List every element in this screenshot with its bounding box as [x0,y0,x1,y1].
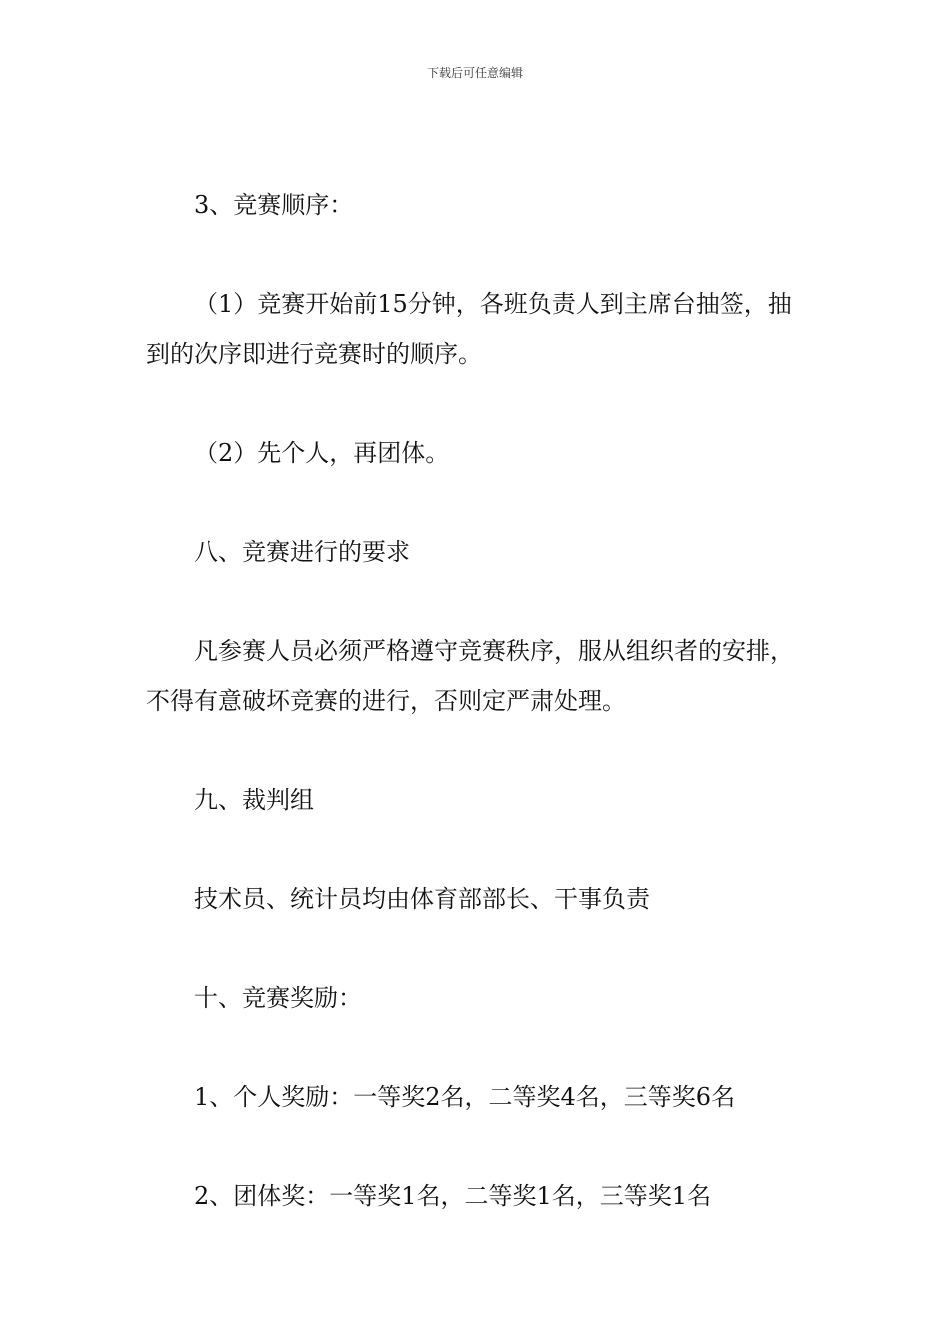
page-header-note: 下载后可任意编辑 [426,66,523,80]
document-body [146,180,810,1270]
paragraph-rules: 凡参赛人员必须严格遵守竞赛秩序，服从组织者的安排，不得有意破坏竞赛的进行，否则定严肃处理。 [146,637,794,715]
heading-competition-requirements: 八、竞赛进行的要求 [194,538,410,566]
paragraph-team-awards: 2、团体奖：一等奖1名，二等奖1名，三等奖1名 [194,1182,712,1210]
heading-referee-group: 九、裁判组 [194,786,314,814]
paragraph-referee-staff: 技术员、统计员均由体育部部长、干事负责 [194,885,650,913]
paragraph-individual-then-team: （2）先个人，再团体。 [194,439,450,467]
paragraph-individual-awards: 1、个人奖励：一等奖2名，二等奖4名，三等奖6名 [194,1083,736,1111]
paragraph-competition-order: 3、竞赛顺序： [194,191,354,219]
heading-awards: 十、竞赛奖励： [194,984,362,1012]
paragraph-draw-lots: （1）竞赛开始前15分钟，各班负责人到主席台抽签，抽到的次序即进行竞赛时的顺序。 [146,290,792,368]
